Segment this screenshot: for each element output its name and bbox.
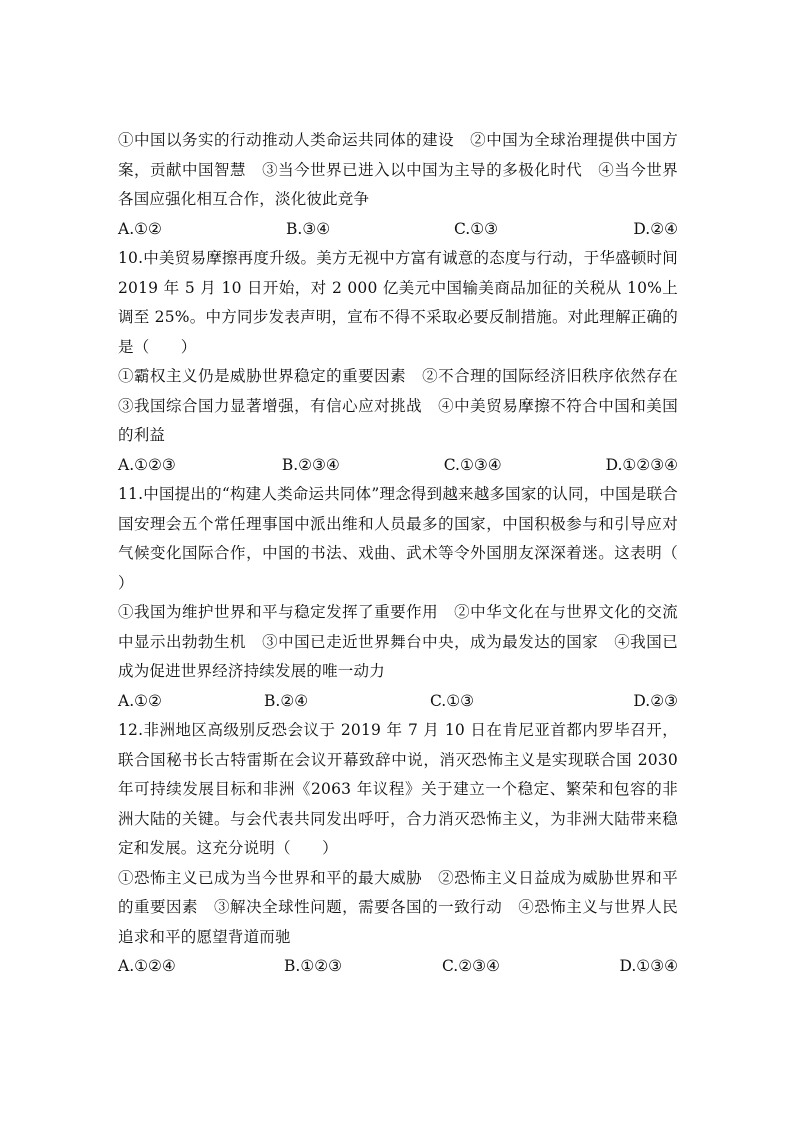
q11-option-a: A.①② — [118, 691, 162, 710]
q11-statements: ①我国为维护世界和平与稳定发挥了重要作用 ②中华文化在与世界文化的交流中显示出勃勃生机 ③中国已走近世界舞台中央，成为最发达的国家 ④我国已成为促进世界经济持续发展的唯一动力 — [118, 603, 678, 680]
question-content — [118, 126, 710, 982]
q12-statements: ①恐怖主义已成为当今世界和平的最大威胁 ②恐怖主义日益成为威胁世界和平的重要因素 ③解决全球性问题，需要各国的一致行动 ④恐怖主义与世界人民追求和平的愿望背道而驰 — [118, 868, 678, 946]
q9-options — [118, 215, 678, 245]
q11-option-d: D.②③ — [633, 691, 678, 710]
q12-option-a: A.①②④ — [118, 957, 176, 975]
q10-stem: 10.中美贸易摩擦再度升级。美方无视中方富有诚意的态度与行动，于华盛顿时间 2019 年 5 月 10 日开始，对 2 000 亿美元中国输美商品加征的关税从 10%上调至 25%。中方同步发表声明，宣布不得不采取必要反制措施。对此理解正确的是（ ） — [118, 249, 678, 356]
q10-options — [118, 451, 678, 481]
q10-option-d: D.①②③④ — [605, 455, 678, 474]
q10-statements: ①霸权主义仍是威胁世界稳定的重要因素 ②不合理的国际经济旧秩序依然存在 ③我国综合国力显著增强，有信心应对挑战 ④中美贸易摩擦不符合中国和美国的利益 — [118, 367, 694, 444]
q12-stem: 12.非洲地区高级别反恐会议于 2019 年 7 月 10 日在肯尼亚首都内罗毕召开，联合国秘书长古特雷斯在会议开幕致辞中说，消灭恐怖主义是实现联合国 2030 年可持续发展目标和非洲《2063 年议程》关于建立一个稳定、繁荣和包容的非洲大陆的关键。与会代表共同发出呼吁，合力消灭恐怖主义，为非洲大陆带来稳定和发展。这充分说明（ ） — [118, 721, 678, 857]
q12-option-b: B.①②③ — [284, 957, 343, 975]
q11-option-c: C.①③ — [430, 691, 475, 710]
q9-option-b: B.③④ — [286, 219, 331, 238]
q11-option-b: B.②④ — [264, 691, 309, 710]
q9-statements: ①中国以务实的行动推动人类命运共同体的建设 ②中国为全球治理提供中国方案，贡献中国智慧 ③当今世界已进入以中国为主导的多极化时代 ④当今世界各国应强化相互合作，淡化彼此竞争 — [118, 131, 678, 208]
q10-option-b: B.②③④ — [281, 455, 340, 474]
q9-option-a: A.①② — [118, 219, 162, 238]
q9-option-c: C.①③ — [454, 219, 499, 238]
q11-stem: 11.中国提出的“构建人类命运共同体”理念得到越来越多国家的认同，中国是联合国安理会五个常任理事国中派出维和人员最多的国家，中国积极参与和引导应对气候变化国际合作，中国的书法、戏曲、武术等令外国朋友深深着迷。这表明（ ） — [118, 485, 710, 592]
q11-options — [118, 687, 678, 717]
q10-option-c: C.①③④ — [443, 455, 502, 474]
q12-option-c: C.②③④ — [442, 957, 500, 975]
q12-options — [118, 952, 678, 982]
q10-option-a: A.①②③ — [118, 455, 176, 474]
q12-option-d: D.①③④ — [619, 957, 678, 975]
q9-option-d: D.②④ — [633, 219, 678, 238]
